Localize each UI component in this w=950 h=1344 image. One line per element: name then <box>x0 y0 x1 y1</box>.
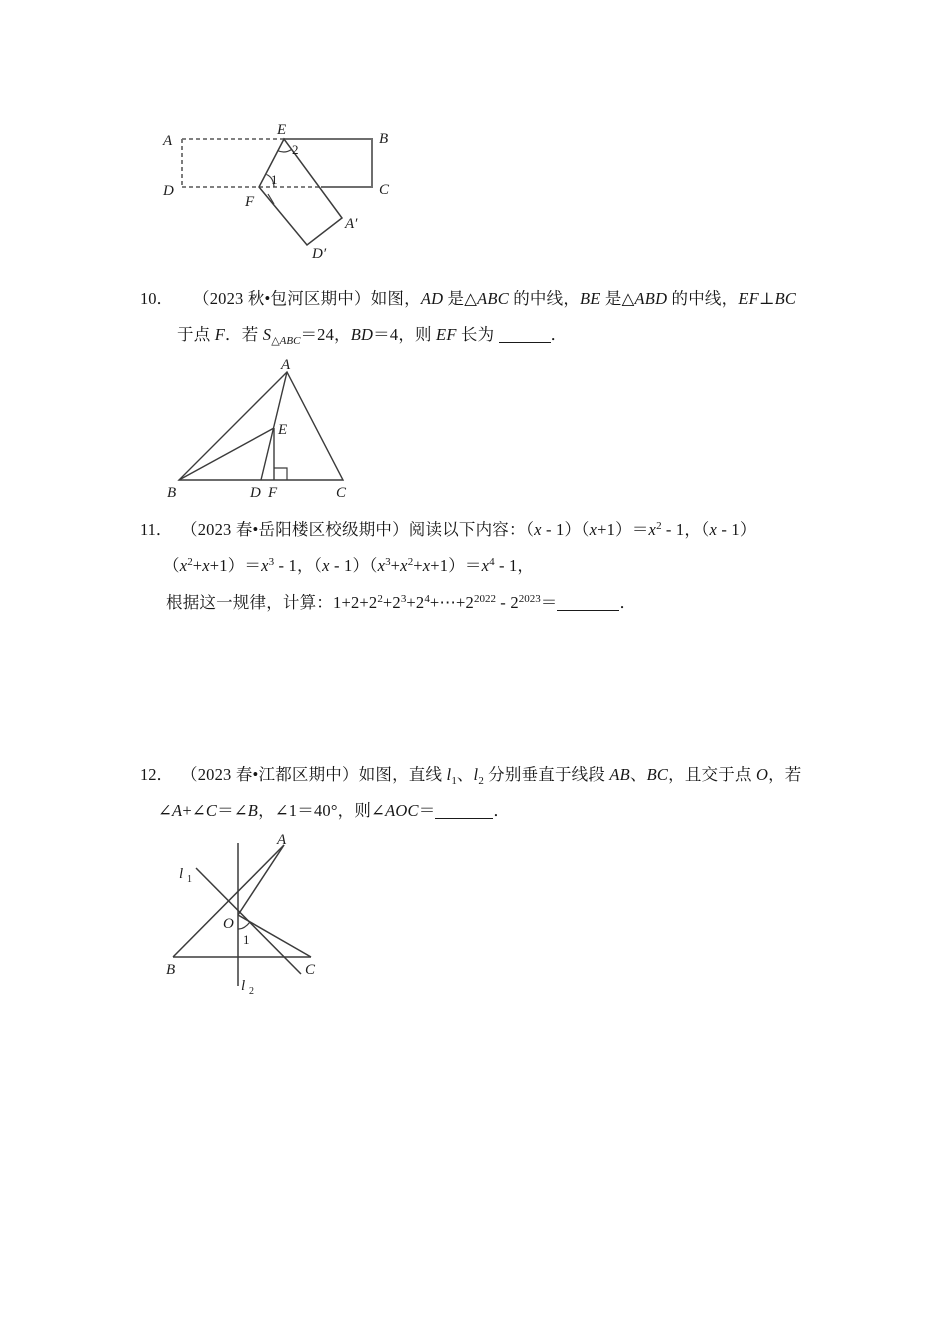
line-label-l1: l <box>179 866 184 882</box>
question-12-number: 12． <box>140 765 173 784</box>
line-label-l2: l <box>241 978 246 994</box>
lines-figure-strokes <box>173 843 311 986</box>
vertex-label-b: B <box>166 962 176 978</box>
vertex-label-c: C <box>336 485 347 501</box>
vertex-label-b: B <box>167 485 177 501</box>
question-11-line-1: （2023 春•岳阳楼区校级期中）阅读以下内容：$(x - 1)(x+1)=x^2 - 1$，（x - 1） <box>181 520 757 539</box>
question-10-number: 10． <box>140 289 173 308</box>
vertex-label-a-prime: A′ <box>345 216 358 232</box>
median-figure-lines <box>179 372 343 480</box>
line-label-l1-sub: 1 <box>187 874 192 885</box>
vertex-label-o: O <box>223 916 234 932</box>
vertex-label-a: A <box>163 133 173 149</box>
figure-folded-rectangle <box>150 103 412 267</box>
question-10-line-2: 于点 F．若 $S_{\triangle ABC}=24$，BD＝4，则 EF 长为 ． <box>177 325 568 347</box>
vertex-label-f: F <box>245 194 255 210</box>
question-11-line-2: $(x^2+x+1)=x^3 - 1$，$(x - 1)(x^3+x^2+x+1)=x^4 - 1$， <box>163 556 535 575</box>
angle-label-1: 1 <box>243 932 250 947</box>
angle-label-1: 1 <box>271 172 278 187</box>
fold-figure-rotated-rectangle-EFDA <box>259 139 342 245</box>
vertex-label-d: D <box>250 485 261 501</box>
angle-label-2: 2 <box>292 142 299 157</box>
answer-blank <box>499 339 551 343</box>
question-11-line-3: 根据这一规律，计算：$1+2+2^2+2^3+2^4+\cdots+2^{2022} - 2^{2023}=$ ． <box>166 593 637 612</box>
vertex-label-e: E <box>277 122 287 138</box>
vertex-label-c: C <box>379 182 390 198</box>
figure-perpendicular-lines <box>155 828 333 1000</box>
vertex-label-a: A <box>281 357 291 373</box>
vertex-label-a: A <box>277 832 287 848</box>
figure-triangle-median <box>150 350 362 502</box>
vertex-label-e: E <box>278 422 288 438</box>
vertex-label-d: D <box>163 183 174 199</box>
line-label-l2-sub: 2 <box>249 986 254 997</box>
vertex-label-d-prime: D′ <box>312 246 327 262</box>
vertex-label-c: C <box>305 962 316 978</box>
question-11-number: 11． <box>140 520 173 539</box>
question-12-line-1: （2023 春•江都区期中）如图，直线 $l_1$、$l_2$ 分别垂直于线段 AB、BC，且交于点 O，若 <box>181 765 802 787</box>
question-10-line-1: （2023 秋•包河区期中）如图，AD 是△ABC 的中线，BE 是△ABD 的中线，EF⊥BC <box>193 289 797 308</box>
answer-blank <box>435 815 493 819</box>
fold-figure-dashed-original-rectangle <box>182 139 326 187</box>
vertex-label-f: F <box>268 485 278 501</box>
question-12-line-2: ∠A+∠C＝∠B，∠1＝40°，则∠AOC＝ ． <box>158 801 511 820</box>
answer-blank <box>557 607 619 611</box>
vertex-label-b: B <box>379 131 389 147</box>
